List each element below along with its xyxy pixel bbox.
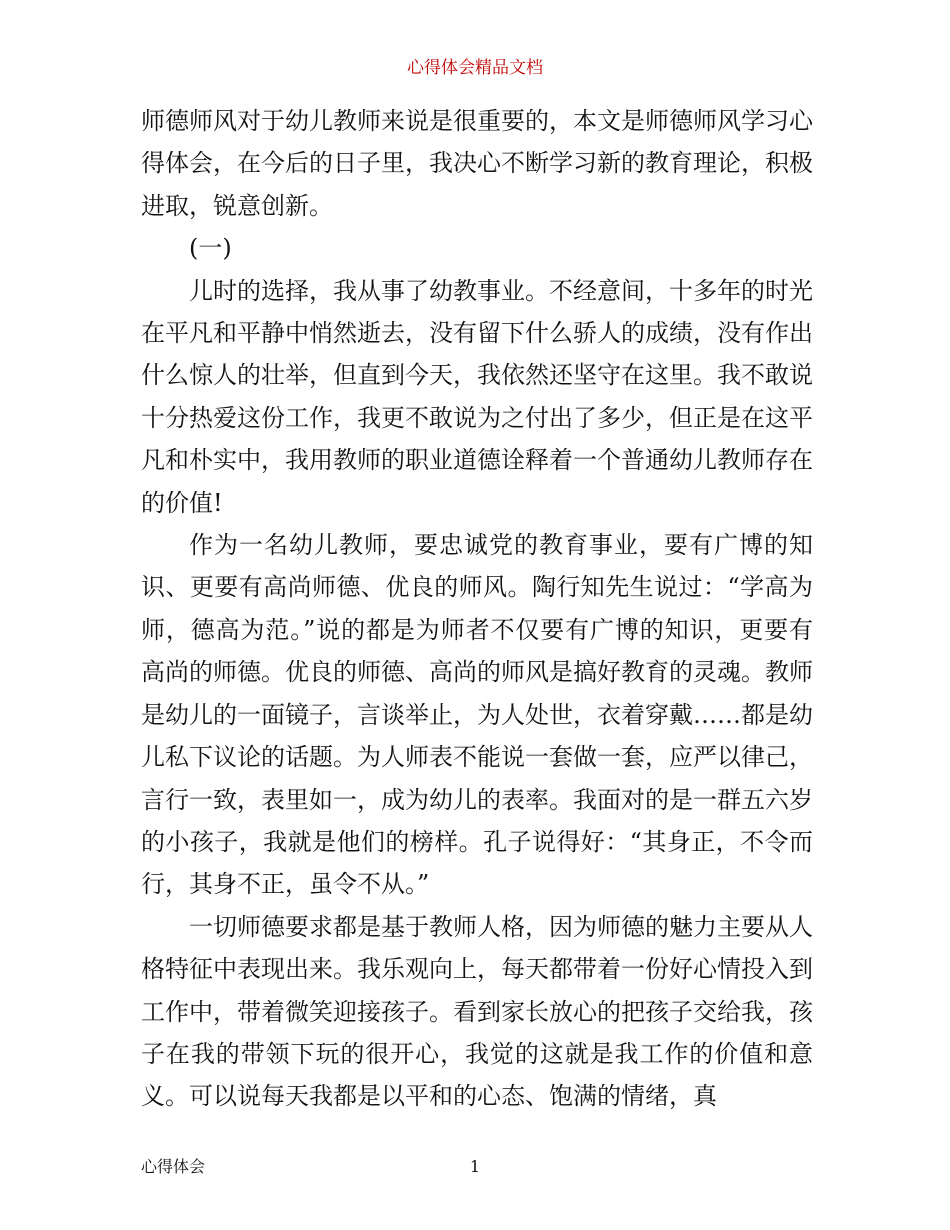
intro-paragraph: 师德师风对于幼儿教师来说是很重要的，本文是师德师风学习心得体会，在今后的日子里，我决心不断学习新的教育理论，积极进取，锐意创新。 [141, 107, 813, 220]
document-body [141, 100, 813, 1118]
body-paragraph-3: 一切师德要求都是基于教师人格，因为师德的魅力主要从人格特征中表现出来。我乐观向上，每天都带着一份好心情投入到工作中，带着微笑迎接孩子。看到家长放心的把孩子交给我，孩子在我的带领下玩的很开心，我觉的这就是我工作的价值和意义。可以说每天我都是以平和的心态、饱满的情绪，真 [141, 912, 813, 1111]
footer-label: 心得体会 [141, 1157, 206, 1176]
document-header-title: 心得体会精品文档 [407, 58, 543, 78]
section-number: (一) [189, 234, 232, 263]
body-paragraph-1: 儿时的选择，我从事了幼教事业。不经意间，十多年的时光在平凡和平静中悄然逝去，没有留下什么骄人的成绩，没有作出什么惊人的壮举，但直到今天，我依然还坚守在这里。我不敢说十分热爱这份工作，我更不敢说为之付出了多少，但正是在这平凡和朴实中，我用教师的职业道德诠释着一个普通幼儿教师存在的价值! [141, 276, 813, 517]
page-number: 1 [469, 1157, 481, 1176]
body-paragraph-2: 作为一名幼儿教师，要忠诚党的教育事业，要有广博的知识、更要有高尚师德、优良的师风。陶行知先生说过：“学高为师，德高为范。”说的都是为师者不仅要有广博的知识，更要有高尚的师德。优良的师德、高尚的师风是搞好教育的灵魂。教师是幼儿的一面镜子，言谈举止，为人处世，衣着穿戴……都是幼儿私下议论的话题。为人师表不能说一套做一套，应严以律己，言行一致，表里如一，成为幼儿的表率。我面对的是一群五六岁的小孩子，我就是他们的榜样。孔子说得好：“其身正，不令而行，其身不正，虽令不从。” [141, 531, 813, 899]
